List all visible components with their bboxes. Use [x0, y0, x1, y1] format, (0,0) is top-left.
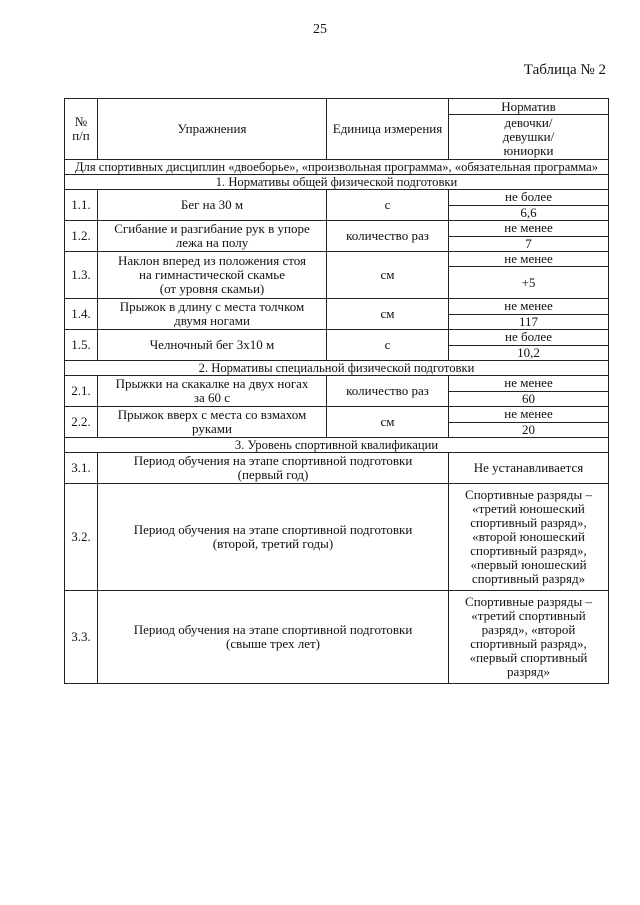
table-row [65, 407, 609, 423]
unit-cell: количество раз [327, 221, 449, 252]
section-title-1: 1. Нормативы общей физической подготовки [65, 175, 609, 190]
value-cell: 7 [449, 236, 609, 252]
section-row [65, 361, 609, 376]
exercise-cell: Период обучения на этапе спортивной подготовки (свыше трех лет) [98, 591, 449, 684]
disciplines-row [65, 160, 609, 175]
value-cell: 20 [449, 422, 609, 438]
row-num: 1.1. [65, 190, 98, 221]
exercise-cell: Наклон вперед из положения стоя на гимнастической скамье (от уровня скамьи) [98, 252, 327, 299]
page-number: 25 [313, 22, 327, 37]
table-row [65, 221, 609, 237]
table-row [65, 299, 609, 315]
row-num: 3.1. [65, 453, 98, 484]
section-row [65, 175, 609, 190]
value-cell: +5 [449, 267, 609, 299]
section-title-3: 3. Уровень спортивной квалификации [65, 438, 609, 453]
row-num: 1.2. [65, 221, 98, 252]
qualifier-cell: не более [449, 330, 609, 346]
result-cell: Не устанавливается [449, 453, 609, 484]
exercise-cell: Сгибание и разгибание рук в упоре лежа на полу [98, 221, 327, 252]
qualifier-cell: не менее [449, 407, 609, 423]
qualifier-cell: не менее [449, 221, 609, 237]
table-title: Таблица № 2 [523, 62, 606, 78]
header-norm: Норматив [449, 99, 609, 115]
unit-cell: с [327, 190, 449, 221]
table-row [65, 190, 609, 206]
table-row [65, 484, 609, 591]
result-cell: Спортивные разряды – «третий спортивный разряд», «второй спортивный разряд», «первый спортивный разряд» [449, 591, 609, 684]
exercise-cell: Прыжок вверх с места со взмахом руками [98, 407, 327, 438]
row-num: 2.1. [65, 376, 98, 407]
qualifier-cell: не менее [449, 252, 609, 267]
value-cell: 60 [449, 391, 609, 407]
table-row [65, 252, 609, 267]
exercise-cell: Бег на 30 м [98, 190, 327, 221]
unit-cell: см [327, 252, 449, 299]
unit-cell: с [327, 330, 449, 361]
value-cell: 117 [449, 314, 609, 330]
header-num: № п/п [65, 99, 98, 160]
header-group: девочки/ девушки/ юниорки [449, 115, 609, 160]
standards-table [64, 98, 609, 684]
header-unit: Единица измерения [327, 99, 449, 160]
result-cell: Спортивные разряды – «третий юношеский спортивный разряд», «второй юношеский спортивный разряд», «первый юношеский спортивный разряд» [449, 484, 609, 591]
table-row [65, 376, 609, 392]
row-num: 1.4. [65, 299, 98, 330]
header-exercise: Упражнения [98, 99, 327, 160]
value-cell: 6,6 [449, 205, 609, 221]
unit-cell: количество раз [327, 376, 449, 407]
exercise-cell: Прыжки на скакалке на двух ногах за 60 с [98, 376, 327, 407]
section-row [65, 438, 609, 453]
row-num: 3.3. [65, 591, 98, 684]
unit-cell: см [327, 299, 449, 330]
qualifier-cell: не более [449, 190, 609, 206]
value-cell: 10,2 [449, 345, 609, 361]
header-row [65, 99, 609, 115]
row-num: 1.3. [65, 252, 98, 299]
exercise-cell: Период обучения на этапе спортивной подготовки (второй, третий годы) [98, 484, 449, 591]
row-num: 3.2. [65, 484, 98, 591]
exercise-cell: Прыжок в длину с места толчком двумя ногами [98, 299, 327, 330]
disciplines-text: Для спортивных дисциплин «двоеборье», «произвольная программа», «обязательная программа» [65, 160, 609, 175]
qualifier-cell: не менее [449, 376, 609, 392]
unit-cell: см [327, 407, 449, 438]
table-row [65, 330, 609, 346]
table-row [65, 591, 609, 684]
qualifier-cell: не менее [449, 299, 609, 315]
row-num: 1.5. [65, 330, 98, 361]
table-row [65, 453, 609, 484]
exercise-cell: Челночный бег 3х10 м [98, 330, 327, 361]
section-title-2: 2. Нормативы специальной физической подготовки [65, 361, 609, 376]
row-num: 2.2. [65, 407, 98, 438]
exercise-cell: Период обучения на этапе спортивной подготовки (первый год) [98, 453, 449, 484]
